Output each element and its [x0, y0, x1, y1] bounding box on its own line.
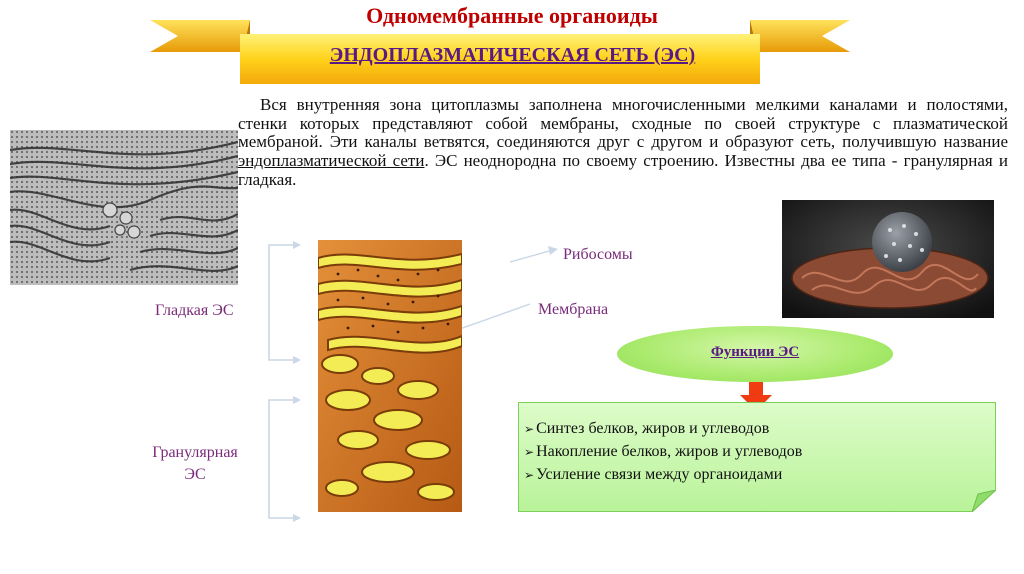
slide-title: Одномембранные органоиды: [366, 3, 658, 28]
function-item: ➢ Усиление связи между органоидами: [524, 463, 802, 486]
er-illustration: [318, 240, 462, 512]
bracket-arrows: [255, 235, 325, 525]
function-item: ➢ Синтез белков, жиров и углеводов: [524, 417, 802, 440]
intro-text-part2: . ЭС неоднородна по своему строению. Известны два ее типа - гранулярная и гладкая.: [238, 151, 1008, 189]
er-3d-render-image: [782, 200, 994, 318]
ribosomes-label: Рибосомы: [563, 246, 633, 263]
functions-title: Функции ЭС: [710, 344, 800, 360]
granular-er-label: [140, 442, 250, 485]
granular-er-label-line2: ЭС: [184, 465, 206, 483]
membrane-label: Мембрана: [538, 301, 609, 318]
function-item: ➢ Накопление белков, жиров и углеводов: [524, 440, 802, 463]
smooth-er-label: Гладкая ЭС: [155, 302, 234, 319]
intro-term-underlined: эндоплазматической сети: [238, 151, 425, 171]
intro-paragraph: [238, 96, 1008, 189]
functions-list: [524, 417, 802, 487]
ribbon-heading: ЭНДОПЛАЗМАТИЧЕСКАЯ СЕТЬ (ЭС): [329, 44, 696, 66]
page-fold-corner: [972, 490, 996, 512]
intro-text-part1: Вся внутренняя зона цитоплазмы заполнена многочисленными мелкими каналами и полостями, стенки которых представляют собой мембраны, сходные по своей структуре с плазматической мембраной. Эти каналы ветвятся, соединяются друг с другом и образуют сеть, получившую название: [238, 95, 1008, 152]
granular-er-label-line1: Гранулярная: [152, 444, 238, 461]
er-micrograph-image: [10, 130, 238, 285]
